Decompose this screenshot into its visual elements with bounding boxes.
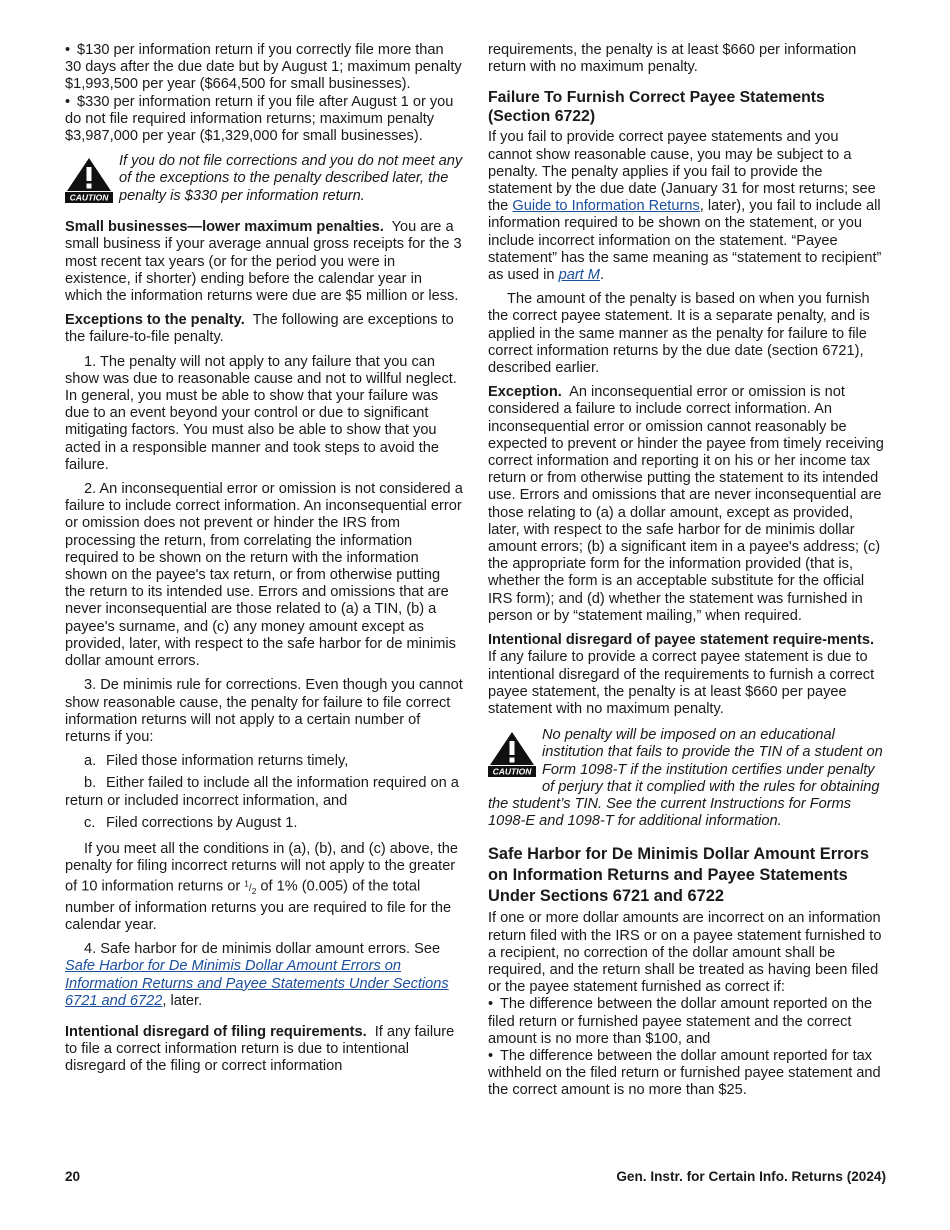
intentional-filing-heading: Intentional disregard of filing requirements. — [65, 1024, 367, 1041]
intentional-payee-text: If any failure to provide a correct payee statement is due to intentional disregard of the requirements to furnish a correct payee statement, the penalty is at least $660 per payee statement with no maximum penalty. — [488, 649, 875, 717]
condition-text: Filed corrections by August 1. — [106, 814, 298, 831]
bullet-dot: • — [65, 42, 71, 58]
intentional-filing-text: If any failure to file a correct information return is due to intentional disregard of the filing or correct information — [65, 1024, 455, 1075]
bullet-dot: • — [65, 93, 71, 110]
safe-harbor-text: If one or more dollar amounts are incorrect on an information return filed with the IRS or on a payee statement furnished to a recipient, no correction of the dollar amount shall be required, and the return shall be treated as having been filed or the payee statement furnished as correct if: — [488, 910, 882, 996]
caution-icon — [488, 731, 536, 777]
part-m-link[interactable]: part M — [558, 267, 600, 284]
bullet-text: $130 per information return if you correctly file more than 30 days after the due date but by August 1; maximum penalty $1,993,500 per year ($664,500 for small businesses). — [65, 42, 462, 93]
failure-text: , later), you fail to include all information required to be shown on the statement, or you include incorrect information on the statement. “Payee statement” has the same meaning as “statement to recipient” as used in — [488, 198, 882, 284]
exceptions-text: The following are exceptions to the failure-to-file penalty. — [65, 312, 454, 346]
caution-label: CAUTION — [69, 192, 109, 203]
footer-title: Gen. Instr. for Certain Info. Returns (2024) — [616, 1169, 886, 1184]
caution-label: CAUTION — [492, 766, 532, 777]
exception-text: An inconsequential error or omission is not considered a failure to include correct information. An inconsequential error or omission cannot reasonably be expected to prevent or hinder the payee from timely receiving correct information and reporting it on his or her income tax return or from otherwise putting the statement to its intended use. Errors and omissions that are never inconsequential are those relating to (a) a dollar amount, except as provided, later, with respect to the safe harbor for de minimis dollar amount errors; (b) a significant item in a payee's address; (c) the appropriate form for the information provided (that is, whether the form is an acceptable substitute for the official IRS form); and (d) whether the statement was furnished in person or by “statement mailing,” when required. — [488, 384, 884, 624]
condition-text: Either failed to include all the information required on a return or included incorrect information, and — [65, 775, 459, 809]
condition-a — [65, 753, 463, 770]
failure-paragraph-2: The amount of the penalty is based on when you furnish the correct payee statement. It is a separate penalty, and is applied in the same manner as the penalty for failure to file correct information returns by the due date (section 6721), described earlier. — [488, 291, 870, 377]
safe-harbor-bullet-1 — [488, 996, 886, 1048]
condition-label: a. — [84, 753, 97, 770]
exception-item-2: 2. An inconsequential error or omission is not considered a failure to include correct information. An inconsequential error or omission does not prevent or hinder the IRS from processing the return, from correlating the information required to be shown on the return with the information shown on the payee's tax return, or from otherwise putting the return to its intended use. Errors and omissions that are never inconsequential are those related to (a) a TIN, (b) a payee's surname, and (c) any money amount except as provided, later, with respect to the safe harbor for de minimis dollar amount errors. — [65, 481, 463, 670]
exception-item-3: 3. De minimis rule for corrections. Even though you cannot show reasonable cause, the penalty for failure to file correct information returns will not apply to a certain number of returns if you: — [65, 677, 463, 745]
fraction-denominator: 2 — [251, 885, 257, 896]
conditions-met-paragraph — [65, 841, 463, 934]
item4-text: , later. — [162, 992, 203, 1009]
safe-harbor-bullet-2 — [488, 1048, 886, 1100]
item4-text: 4. Safe harbor for de minimis dollar amount errors. See — [84, 941, 441, 958]
failure-to-furnish-heading: Failure To Furnish Correct Payee Statements (Section 6722) — [488, 89, 825, 126]
caution-note-1 — [65, 153, 463, 205]
small-business-text: You are a small business if your average annual gross receipts for the 3 most recent tax years (or for the period you were in existence, if shorter) ending before the calendar year in which the information returns were due are $5 million or less. — [65, 219, 462, 305]
safe-harbor-link[interactable]: Safe Harbor for De Minimis Dollar Amount Errors on Information Returns and Payee Statements Under Sections 6721 and 6722 — [65, 958, 449, 1009]
exceptions-paragraph — [65, 312, 463, 346]
bullet-text: The difference between the dollar amount reported for tax withheld on the filed return or furnished payee statement and the correct amount is no more than $25. — [488, 1047, 881, 1099]
exception-heading: Exception. — [488, 384, 562, 401]
conditions-text: of 1% (0.005) of the total number of information returns you are required to file for the calendar year. — [65, 878, 452, 934]
failure-paragraph-1 — [488, 129, 886, 284]
condition-text: Filed those information returns timely, — [106, 753, 349, 770]
exception-paragraph — [488, 384, 886, 625]
small-business-heading: Small businesses—lower maximum penalties. — [65, 219, 384, 236]
guide-link[interactable]: Guide to Information Returns — [512, 198, 700, 215]
condition-label: c. — [84, 814, 96, 831]
safe-harbor-heading: Safe Harbor for De Minimis Dollar Amount Errors on Information Returns and Payee Statements Under Sections 6721 and 6722 — [488, 845, 869, 906]
caution-note-2 — [488, 727, 886, 830]
small-business-paragraph — [65, 219, 463, 305]
penalty-bullet-2 — [65, 94, 463, 146]
condition-label: b. — [84, 775, 97, 792]
exception-item-1: 1. The penalty will not apply to any failure that you can show was due to reasonable cause and not to willful neglect. In general, you must be able to show that your failure was due to an event beyond your control or due to significant mitigating factors. You must also be able to show that you acted in a responsible manner and took steps to avoid the failure. — [65, 353, 457, 473]
condition-c — [65, 815, 463, 832]
penalty-bullet-1 — [65, 42, 463, 94]
exception-item-4 — [65, 941, 463, 1010]
caution-text: No penalty will be imposed on an educational institution that fails to provide the TIN of a student on Form 1098-T if the institution certifies under penalty of perjury that it complied with the rules for obtaining the student’s TIN. See the current Instructions for Forms 1098-E and 1098-T for additional information. — [488, 727, 883, 830]
bullet-text: The difference between the dollar amount reported on the filed return or furnished payee statement and the correct amount is no more than $100, and — [488, 996, 873, 1047]
page-number: 20 — [65, 1169, 81, 1184]
left-column — [65, 42, 463, 1083]
continued-text: requirements, the penalty is at least $660 per information return with no maximum penalty. — [488, 42, 857, 76]
intentional-filing-paragraph — [65, 1024, 463, 1076]
failure-text: . — [599, 267, 605, 284]
bullet-dot: • — [488, 996, 494, 1013]
caution-icon — [65, 157, 113, 203]
intentional-payee-heading: Intentional disregard of payee statement require-ments. — [488, 632, 875, 649]
failure-text: If you fail to provide correct payee statements and you cannot show reasonable cause, you may be subject to a penalty. The penalty applies if you fail to provide the statement by the due date (January 31 for most returns; see the — [488, 129, 876, 215]
bullet-text: $330 per information return if you file after August 1 or you do not file required information returns; maximum penalty $3,987,000 per year ($1,329,000 for small businesses). — [65, 93, 454, 145]
fraction-one-half: $^1/_2$ — [244, 878, 257, 896]
right-column — [488, 42, 886, 1100]
intentional-payee-paragraph — [488, 632, 886, 718]
bullet-dot: • — [488, 1047, 494, 1064]
conditions-text: If you meet all the conditions in (a), (b), and (c) above, the penalty for filing incorrect returns will not apply to the greater of 10 information returns or — [65, 840, 458, 895]
caution-text: If you do not file corrections and you do not meet any of the exceptions to the penalty described later, the penalty is $330 per information return. — [119, 153, 463, 204]
condition-b — [65, 775, 463, 809]
fraction-numerator: 1 — [244, 878, 249, 889]
exceptions-heading: Exceptions to the penalty. — [65, 312, 245, 329]
